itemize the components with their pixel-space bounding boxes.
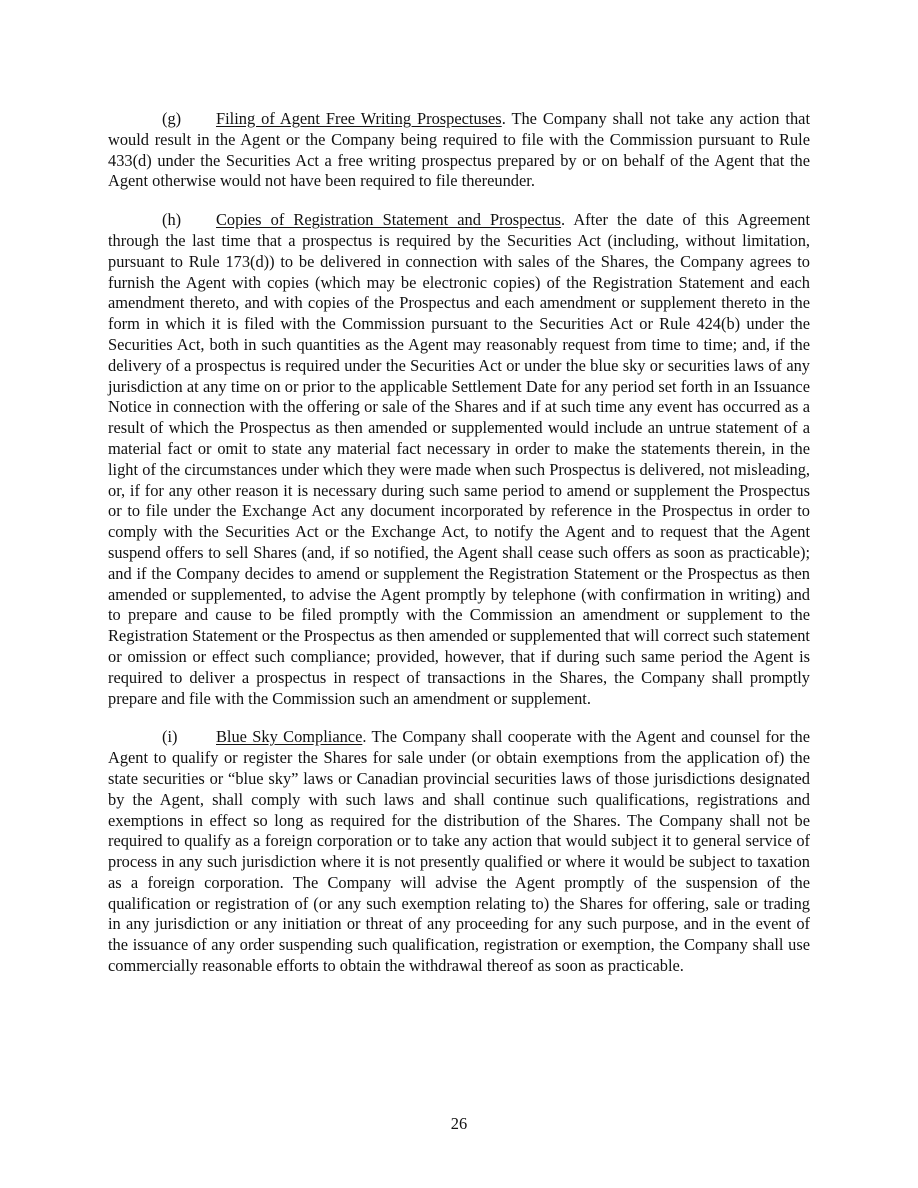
section-h [108, 210, 810, 709]
page-number: 26 [450, 1114, 468, 1133]
section-body: . After the date of this Agreement through the last time that a prospectus is required by the Securities Act (including, without limitation, pursuant to Rule 173(d)) to be delivered in connection with sales of the Shares, the Company agrees to furnish the Agent with copies (which may be electronic copies) of the Registration Statement and each amendment thereto, and with copies of the Prospectus and each amendment or supplement thereto in the form in which it is filed with the Commission pursuant to the Securities Act or Rule 424(b) under the Securities Act, both in such quantities as the Agent may reasonably request from time to time; and, if the delivery of a prospectus is required under the Securities Act or under the blue sky or securities laws of any jurisdiction at any time on or prior to the applicable Settlement Date for any period set forth in an Issuance Notice in connection with the offering or sale of the Shares and if at such time any event has occurred as a result of which the Prospectus as then amended or supplemented would include an untrue statement of a material fact or omit to state any material fact necessary in order to make the statements therein, in the light of the circumstances under which they were made when such Prospectus is delivered, not misleading, or, if for any other reason it is necessary during such same period to amend or supplement the Prospectus or to file under the Exchange Act any document incorporated by reference in the Prospectus in order to comply with the Securities Act or the Exchange Act, to notify the Agent and to request that the Agent suspend offers to sell Shares (and, if so notified, the Agent shall cease such offers as soon as practicable); and if the Company decides to amend or supplement the Registration Statement or the Prospectus as then amended or supplemented, to advise the Agent promptly by telephone (with confirmation in writing) and to prepare and cause to be filed promptly with the Commission an amendment or supplement to the Registration Statement or the Prospectus as then amended or supplemented that will correct such statement or omission or effect such compliance; provided, however, that if during such same period the Agent is required to deliver a prospectus in respect of transactions in the Shares, the Company shall promptly prepare and file with the Commission such an amendment or supplement. [108, 210, 810, 708]
section-heading: Filing of Agent Free Writing Prospectuses [216, 109, 502, 128]
section-label: (g) [162, 109, 182, 128]
section-body: . The Company shall not take any action that would result in the Agent or the Company being required to file with the Commission pursuant to Rule 433(d) under the Securities Act a free writing prospectus prepared by or on behalf of the Agent that the Agent otherwise would not have been required to file thereunder. [108, 109, 811, 191]
section-label: (h) [162, 210, 182, 230]
section-body: . The Company shall cooperate with the Agent and counsel for the Agent to qualify or register the Shares for sale under (or obtain exemptions from the application of) the state securities or “blue sky” laws or Canadian provincial securities laws of those jurisdictions designated by the Agent, shall comply with such laws and shall continue such qualifications, registrations and exemptions in effect so long as required for the distribution of the Shares. The Company shall not be required to qualify as a foreign corporation or to take any action that would subject it to general service of process in any such jurisdiction where it is not presently qualified or where it would be subject to taxation as a foreign corporation. The Company will advise the Agent promptly of the suspension of the qualification or registration of (or any such exemption relating to) the Shares for offering, sale or trading in any jurisdiction or any initiation or threat of any proceeding for any such purpose, and in the event of the issuance of any order suspending such qualification, registration or exemption, the Company shall use commercially reasonable efforts to obtain the withdrawal thereof as soon as practicable. [108, 727, 811, 976]
section-heading: Copies of Registration Statement and Prospectus [216, 210, 562, 230]
section-heading: Blue Sky Compliance [216, 727, 363, 747]
section-g [108, 109, 810, 192]
document-page [108, 109, 810, 995]
section-i [108, 727, 810, 977]
section-label: (i) [162, 727, 178, 747]
